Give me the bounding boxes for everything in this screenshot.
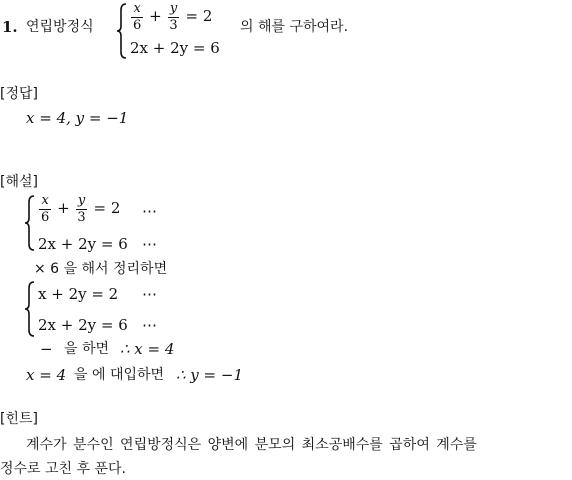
solution-step3-math: x = 4 — [26, 366, 67, 384]
solution-brace-1 — [24, 194, 36, 252]
solution-sys1-eq1-mark: ⋯ — [142, 202, 157, 220]
solution-sys2-eq2: 2x + 2y = 6 — [38, 316, 128, 334]
solution-sys2-eq1: x + 2y = 2 — [38, 285, 119, 303]
solution-step2-op: − — [40, 340, 53, 358]
problem-number: 1. — [2, 18, 18, 36]
solution-step2-text: 을 하면 — [64, 341, 110, 357]
solution-brace-2 — [24, 280, 36, 338]
solution-header: [해설] — [0, 174, 38, 190]
problem-eq1: $\frac{x}{6}$ + $\frac{y}{3}$ = 2 — [133, 1, 213, 33]
hint-line1: 계수가 분수인 연립방정식은 양변에 분모의 최소공배수를 곱하여 계수를 — [26, 437, 477, 453]
problem-prefix: 연립방정식 — [26, 19, 94, 35]
solution-sys1-eq2-mark: ⋯ — [142, 235, 157, 253]
solution-sys2-eq2-mark: ⋯ — [142, 316, 157, 334]
answer-text: x = 4, y = −1 — [26, 109, 129, 127]
problem-eq2: 2x + 2y = 6 — [130, 39, 220, 57]
solution-step3-result: ∴ y = −1 — [176, 366, 244, 384]
problem-suffix: 의 해를 구하여라. — [240, 19, 349, 35]
solution-sys1-eq2: 2x + 2y = 6 — [38, 235, 128, 253]
solution-step2-result: ∴ x = 4 — [120, 340, 175, 358]
solution-sys1-eq1: $\frac{x}{6}$ + $\frac{y}{3}$ = 2 — [41, 193, 121, 225]
solution-sys2-eq1-mark: ⋯ — [142, 285, 157, 303]
problem-brace — [116, 2, 128, 60]
solution-step3-text: 을 에 대입하면 — [74, 367, 165, 383]
hint-header: [힌트] — [0, 411, 38, 427]
answer-header: [정답] — [0, 86, 38, 102]
solution-step1: × 6 을 해서 정리하면 — [34, 261, 168, 277]
hint-line2: 정수로 고친 후 푼다. — [0, 461, 126, 477]
